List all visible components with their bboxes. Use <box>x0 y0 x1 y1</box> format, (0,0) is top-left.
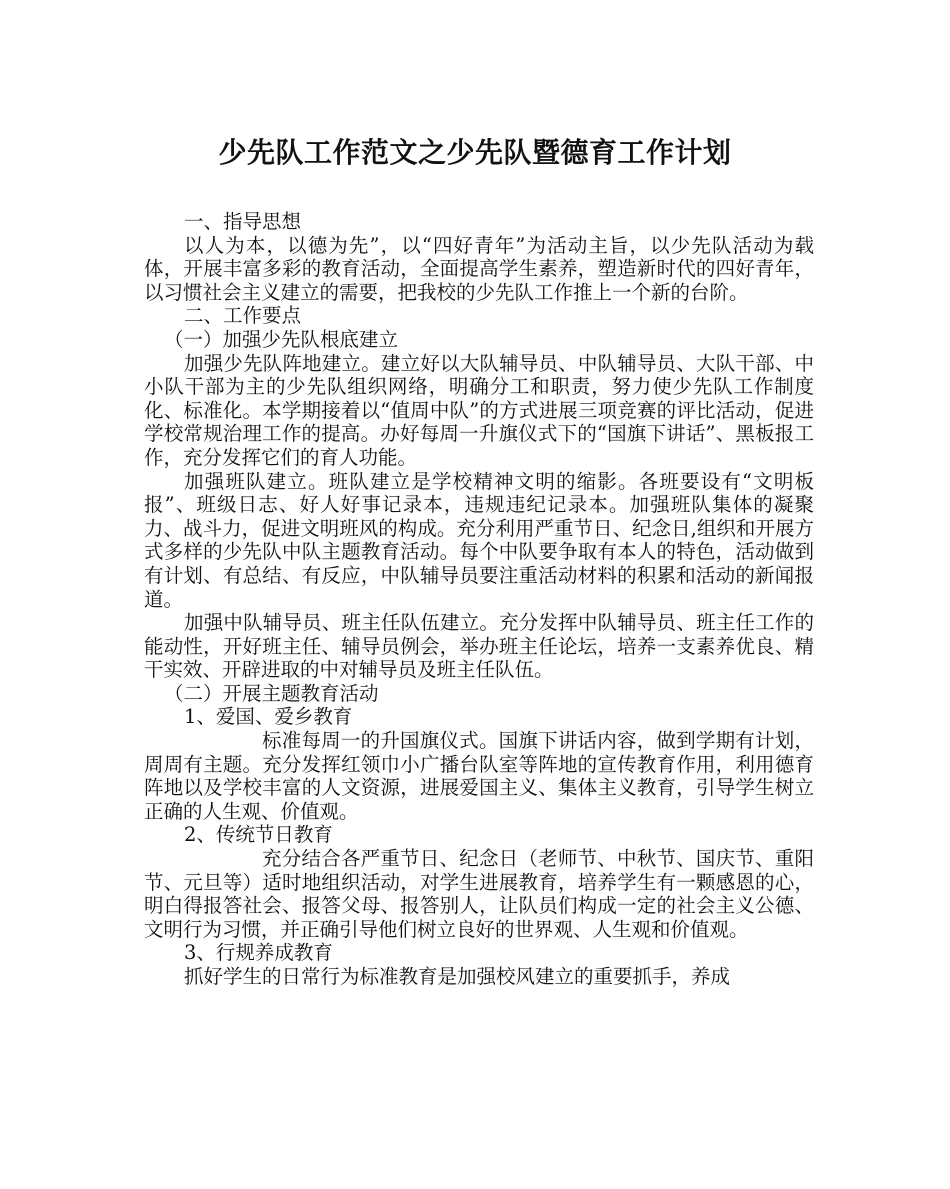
paragraph-festival-education: 充分结合各严重节日、纪念日（老师节、中秋节、国庆节、重阳节、元旦等）适时地组织活动，对学生进展教育，培养学生有一颗感恩的心，明白得报答社会、报答父母、报答别人，让队员们构成一定的社会主义公德、文明行为习惯，并正确引导他们树立良好的世界观、人生观和价值观。 <box>144 847 814 941</box>
item-heading-behavior-education: 3、行规养成教育 <box>184 941 333 965</box>
paragraph-patriotic-education: 标准每周一的升国旗仪式。国旗下讲话内容，做到学期有计划，周周有主题。充分发挥红领巾小广播台队室等阵地的宣传教育作用，利用德育阵地以及学校丰富的人文资源，进展爱国主义、集体主义教育，引导学生树立正确的人生观、价值观。 <box>144 729 814 823</box>
item-heading-patriotic-education: 1、爱国、爱乡教育 <box>184 705 353 729</box>
paragraph-counselor-building: 加强中队辅导员、班主任队伍建立。充分发挥中队辅导员、班主任工作的能动性，开好班主任、辅导员例会，举办班主任论坛，培养一支素养优良、精干实效、开辟进取的中对辅导员及班主任队伍。 <box>144 611 814 682</box>
paragraph-position-building: 加强少先队阵地建立。建立好以大队辅导员、中队辅导员、大队干部、中小队干部为主的少先队组织网络，明确分工和职责，努力使少先队工作制度化、标准化。本学期接着以“值周中队”的方式进展三项竞赛的评比活动，促进学校常规治理工作的提高。办好每周一升旗仪式下的“国旗下讲话”、黑板报工作，充分发挥它们的育人功能。 <box>144 351 814 469</box>
section-heading-work-points: 二、工作要点 <box>184 304 302 328</box>
subsection-heading-foundation: （一）加强少先队根底建立 <box>164 327 399 351</box>
document-body <box>144 210 814 989</box>
item-heading-festival-education: 2、传统节日教育 <box>184 823 333 847</box>
document-title: 少先队工作范文之少先队暨德育工作计划 <box>218 136 732 169</box>
paragraph-behavior-education: 抓好学生的日常行为标准教育是加强校风建立的重要抓手，养成 <box>184 965 731 988</box>
subsection-heading-theme-activities: （二）开展主题教育活动 <box>164 681 379 705</box>
paragraph-guiding-ideology: 以人为本，以德为先”，以“四好青年”为活动主旨，以少先队活动为载体，开展丰富多彩的教育活动，全面提高学生素养，塑造新时代的四好青年，以习惯社会主义建立的需要，把我校的少先队工作推上一个新的台阶。 <box>144 233 814 304</box>
paragraph-class-building: 加强班队建立。班队建立是学校精神文明的缩影。各班要设有“文明板报”、班级日志、好人好事记录本，违规违纪记录本。加强班队集体的凝聚力、战斗力，促进文明班风的构成。充分利用严重节日、纪念日,组织和开展方式多样的少先队中队主题教育活动。每个中队要争取有本人的特色，活动做到有计划、有总结、有反应，中队辅导员要注重活动材料的积累和活动的新闻报道。 <box>144 469 814 611</box>
section-heading-guiding-ideology: 一、指导思想 <box>184 210 302 233</box>
